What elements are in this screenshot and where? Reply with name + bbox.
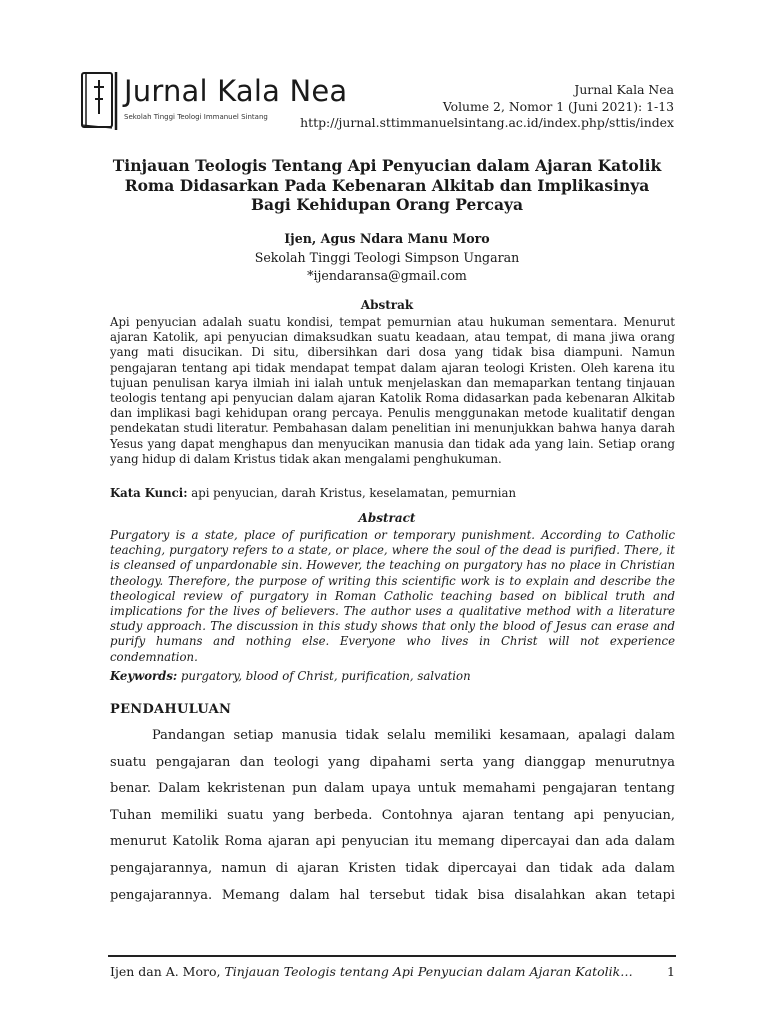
kata-kunci	[110, 486, 675, 501]
logo-subtitle: Sekolah Tinggi Teologi Immanuel Sintang	[124, 113, 268, 121]
journal-logo	[80, 70, 348, 132]
keywords-label: Keywords:	[110, 669, 178, 683]
title-line: Roma Didasarkan Pada Kebenaran Alkitab dan Implikasinya	[124, 175, 650, 195]
keywords	[110, 669, 675, 683]
footer-title: Tinjauan Teologis tentang Api Penyucian dalam Ajaran Katolik…	[224, 964, 633, 979]
section-heading: PENDAHULUAN	[110, 702, 232, 717]
title-line: Bagi Kehidupan Orang Percaya	[250, 195, 524, 214]
footer-divider	[108, 955, 676, 957]
journal-header-info	[300, 82, 674, 132]
header-journal-name: Jurnal Kala Nea	[574, 82, 674, 97]
footer-citation	[110, 964, 675, 979]
page-number: 1	[667, 964, 675, 979]
abstrak-heading: Abstrak	[360, 298, 414, 312]
author-affiliation: Sekolah Tinggi Teologi Simpson Ungaran	[254, 249, 520, 265]
footer-authors: Ijen dan A. Moro,	[110, 964, 225, 979]
author-block	[100, 230, 674, 286]
abstrak-body: Api penyucian adalah suatu kondisi, tempat pemurnian atau hukuman sementara. Menurut ajaran Katolik, api penyucian dimaksudkan suatu keadaan, atau tempat, di mana jiwa orang yang mati disucikan. Di situ, dibersihkan dari dosa yang tidak bisa diampuni. Namun pengajaran tentang api tidak mendapat tempat dalam ajaran teologi Kristen. Oleh karena itu tujuan penulisan karya ilmiah ini ialah untuk menjelaskan dan memaparkan tentang tinjauan teologis tentang api penyucian dalam ajaran Katolik Roma didasarkan pada kebenaran Alkitab dan implikasi bagi kehidupan orang percaya. Penulis menggunakan metode kualitatif dengan pendekatan studi literatur. Pembahasan dalam penelitian ini menunjukkan bahwa hanya darah Yesus yang dapat menghapus dan menyucikan manusia dan tidak ada yang lain. Setiap orang yang hidup di dalam Kristus tidak akan mengalami penghukuman.	[110, 315, 675, 466]
title-line: Tinjauan Teologis Tentang Api Penyucian dalam Ajaran Katolik	[112, 156, 662, 175]
kata-kunci-values: api penyucian, darah Kristus, keselamatan, pemurnian	[187, 486, 517, 500]
header-volume: Volume 2, Nomor 1 (Juni 2021): 1-13	[442, 98, 674, 114]
kata-kunci-label: Kata Kunci:	[110, 486, 188, 500]
keywords-values: purgatory, blood of Christ, purification, salvation	[177, 669, 471, 683]
author-email[interactable]: *ijendaransa@gmail.com	[307, 268, 467, 283]
book-cross-icon	[80, 70, 120, 132]
logo-title: Jurnal Kala Nea	[124, 74, 348, 108]
header-url[interactable]: http://jurnal.sttimmanuelsintang.ac.id/index.php/sttis/index	[300, 115, 674, 130]
article-title	[100, 156, 674, 215]
abstract-body: Purgatory is a state, place of purification or temporary punishment. According to Catholic teaching, purgatory refers to a state, or place, where the soul of the dead is purified. There, it is cleansed of unpardonable sin. However, the teaching on purgatory has no place in Christian theology. Therefore, the purpose of writing this scientific work is to explain and describe the theological review of purgatory in Roman Catholic teaching based on biblical truth and implications for the lives of believers. The author uses a qualitative method with a literature study approach. The discussion in this study shows that only the blood of Jesus can erase and purify humans and nothing else. Everyone who lives in Christ will not experience condemnation.	[110, 528, 675, 664]
body-paragraph: Pandangan setiap manusia tidak selalu memiliki kesamaan, apalagi dalam suatu pengajaran dan teologi yang dipahami serta yang dianggap menurutnya benar. Dalam kekristenan pun dalam upaya untuk memahami pengajaran tentang Tuhan memiliki suatu yang berbeda. Contohnya ajaran tentang api penyucian, menurut Katolik Roma ajaran api penyucian itu memang dipercayai dan ada dalam pengajarannya, namun di ajaran Kristen tidak dipercayai dan tidak ada dalam pengajarannya. Memang dalam hal tersebut tidak bisa disalahkan akan tetapi	[110, 728, 675, 903]
abstract-heading: Abstract	[358, 511, 416, 525]
author-names: Ijen, Agus Ndara Manu Moro	[284, 231, 490, 246]
